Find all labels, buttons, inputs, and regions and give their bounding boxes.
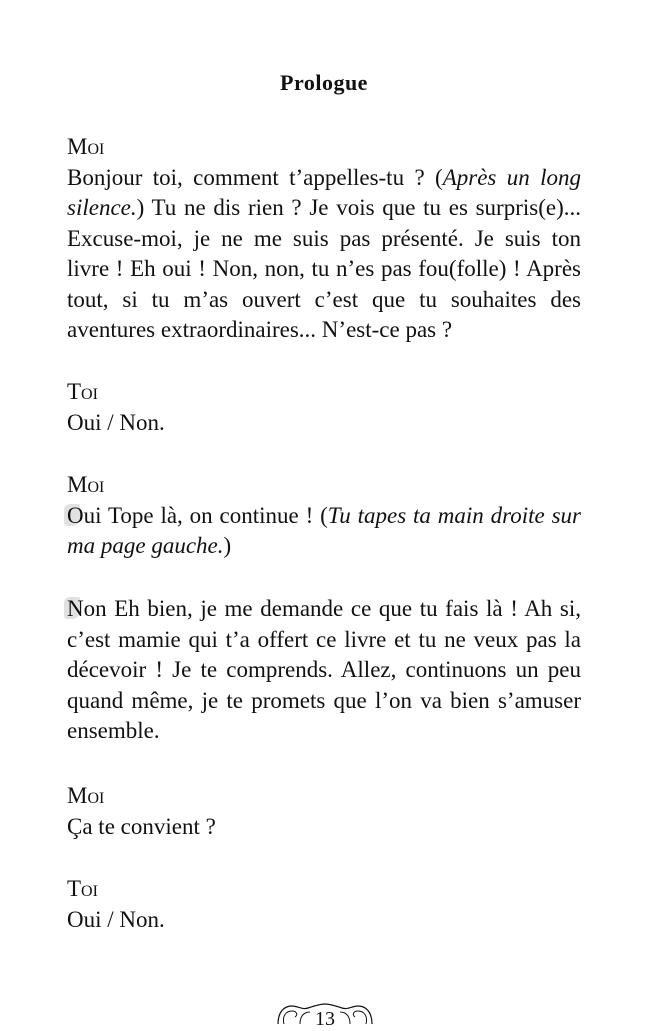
dialogue-text: Ça te convient ?: [67, 813, 216, 839]
page-number-ornament: [270, 1000, 380, 1030]
speaker-label: Toi: [67, 379, 98, 404]
dialogue-text: Bonjour toi, comment t’appelles-tu ? (Après un long silence.) Tu ne dis rien ? Je vois que tu es surpris(e)... Excuse-moi, je ne me suis pas présenté. Je suis ton livre ! Eh oui ! Non, non, tu n’es pas fou(folle) ! Après tout, si tu m’as ouvert c’est que tu souhaites des aventures extraordinaires... N’est-ce pas ?: [67, 164, 581, 342]
dialogue-block-2: [67, 377, 581, 438]
dialogue-block-5: [67, 781, 581, 842]
chapter-title: Prologue: [280, 70, 368, 95]
dialogue-block-1: [67, 132, 581, 346]
page-number: 13: [315, 1008, 335, 1030]
dialogue-text: Non Eh bien, je me demande ce que tu fais là ! Ah si, c’est mamie qui t’a offert ce livre et tu ne veux pas la décevoir ! Je te comprends. Allez, continuons un peu quand même, je te promets que l’on va bien s’amuser ensemble.: [67, 594, 581, 747]
dialogue-block-4: [67, 594, 581, 747]
speaker-label: Toi: [67, 876, 98, 901]
speaker-label: Moi: [67, 783, 105, 808]
dialogue-block-6: [67, 874, 581, 935]
book-page: [67, 0, 581, 1024]
dialogue-text: Oui / Non.: [67, 906, 165, 932]
dialogue-block-3: [67, 470, 581, 562]
speaker-label: Moi: [67, 134, 105, 159]
speaker-label: Moi: [67, 472, 105, 497]
choice-oui: Oui: [67, 501, 102, 532]
dialogue-text: Oui / Non.: [67, 409, 165, 435]
choice-non: Non: [67, 594, 107, 625]
dialogue-text: Oui Tope là, on continue ! (Tu tapes ta main droite sur ma page gauche.): [67, 501, 581, 562]
